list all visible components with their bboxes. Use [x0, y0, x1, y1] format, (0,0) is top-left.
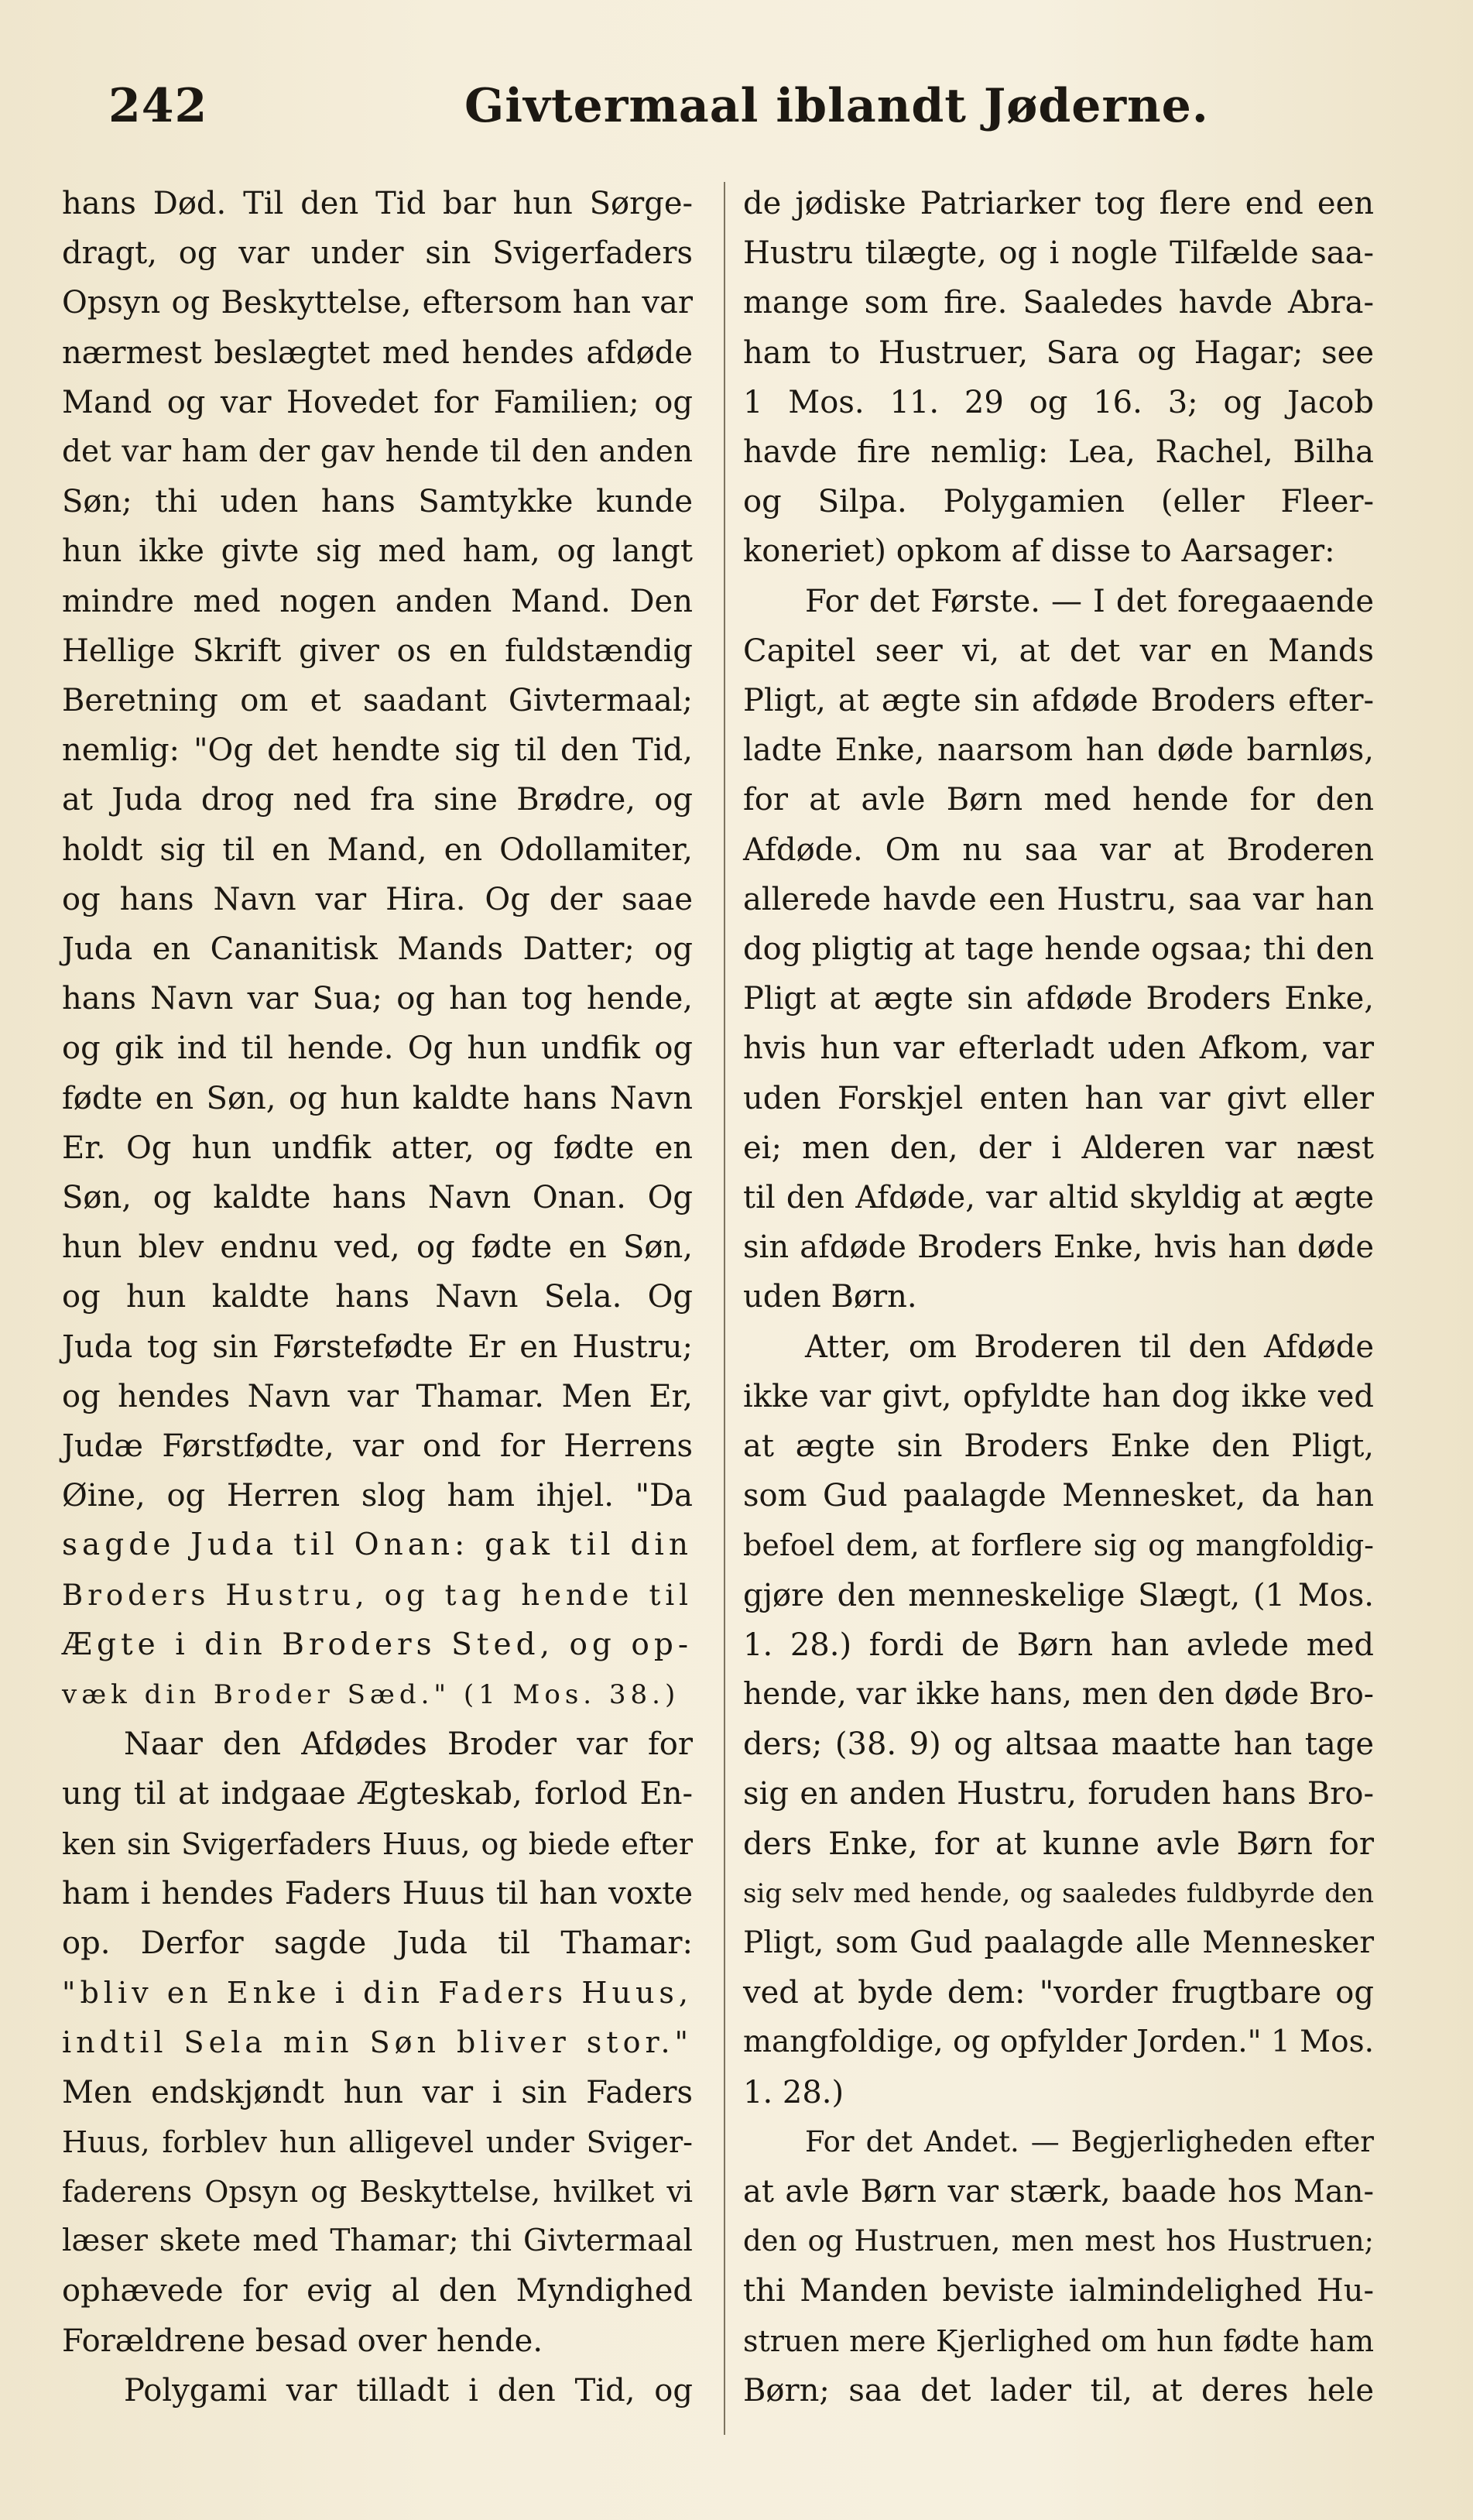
left-column-line: læser skete med Thamar; thi Givtermaal — [62, 2223, 693, 2259]
right-column-line: 1. 28.) fordi de Børn han avlede med — [743, 1627, 1374, 1663]
right-column-line: Afdøde. Om nu saa var at Broderen — [743, 831, 1374, 868]
right-column-line: de jødiske Patriarker tog flere end een — [743, 186, 1374, 221]
left-column-line: væk din Broder Sæd." (1 Mos. 38.) — [62, 1679, 680, 1710]
left-column-line: dragt, og var under sin Svigerfaders — [62, 235, 693, 272]
right-column-line: ders Enke, for at kunne avle Børn for — [743, 1826, 1374, 1862]
left-column-line: ophævede for evig al den Myndighed — [62, 2273, 693, 2309]
right-column — [743, 180, 1374, 2487]
right-column-line: allerede havde een Hustru, saa var han — [743, 881, 1374, 917]
right-column-line: ved at byde dem: "vorder frugtbare og — [743, 1975, 1374, 2011]
left-column-line: Opsyn og Beskyttelse, eftersom han var — [62, 285, 693, 321]
left-column-line: og hun kaldte hans Navn Sela. Og — [62, 1279, 693, 1315]
left-column-line: mindre med nogen anden Mand. Den — [62, 583, 693, 619]
right-column-line: Hustru tilægte, og i nogle Tilfælde saa- — [743, 235, 1374, 272]
left-column-line: holdt sig til en Mand, en Odollamiter, — [62, 831, 693, 868]
right-column-line: sig selv med hende, og saaledes fuldbyrde den — [743, 1877, 1374, 1909]
right-column-line: uden Forskjel enten han var givt eller — [743, 1080, 1374, 1116]
left-column-line: nemlig: "Og det hendte sig til den Tid, — [62, 732, 693, 769]
right-column-line: hende, var ikke hans, men den døde Bro- — [743, 1677, 1374, 1712]
left-column-line: Beretning om et saadant Givtermaal; — [62, 683, 693, 718]
right-column-line: Pligt at ægte sin afdøde Broders Enke, — [743, 981, 1374, 1017]
left-column-line: indtil Sela min Søn bliver stor." — [62, 2025, 693, 2060]
left-column-line: hans Død. Til den Tid bar hun Sørge- — [62, 186, 693, 221]
left-column-line: Naar den Afdødes Broder var for — [124, 1726, 693, 1763]
right-column-line: havde fire nemlig: Lea, Rachel, Bilha — [743, 434, 1374, 470]
left-column-line: Broders Hustru, og tag hende til — [62, 1578, 693, 1612]
left-column-line: nærmest beslægtet med hendes afdøde — [62, 334, 693, 371]
right-column-line: sig en anden Hustru, foruden hans Bro- — [743, 1776, 1374, 1812]
right-column-line: ladte Enke, naarsom han døde barnløs, — [743, 732, 1374, 769]
right-column-line: ders; (38. 9) og altsaa maatte han tage — [743, 1726, 1374, 1763]
right-column-line: struen mere Kjerlighed om hun fødte ham — [743, 2323, 1374, 2358]
page-header — [108, 71, 1424, 141]
right-column-line: sin afdøde Broders Enke, hvis han døde — [743, 1229, 1374, 1266]
left-column-line: det var ham der gav hende til den anden — [62, 434, 693, 469]
right-column-line: Capitel seer vi, at det var en Mands — [743, 633, 1374, 669]
right-column-line: mangfoldige, og opfylder Jorden." 1 Mos. — [743, 2025, 1374, 2060]
left-column-line: og hans Navn var Hira. Og der saae — [62, 881, 693, 917]
left-column-line: hans Navn var Sua; og han tog hende, — [62, 981, 693, 1017]
right-column-line: dog pligtig at tage hende ogsaa; thi den — [743, 931, 1374, 967]
left-column-line: Er. Og hun undfik atter, og fødte en — [62, 1130, 693, 1166]
left-column-line: Søn, og kaldte hans Navn Onan. Og — [62, 1180, 693, 1215]
left-column-line: Polygami var tilladt i den Tid, og — [124, 2372, 693, 2409]
left-column — [62, 180, 693, 2487]
right-column-line: hvis hun var efterladt uden Afkom, var — [743, 1030, 1374, 1067]
right-column-line: 1. 28.) — [743, 2074, 844, 2110]
right-column-line: Børn; saa det lader til, at deres hele — [743, 2372, 1374, 2409]
right-column-line: gjøre den menneskelige Slægt, (1 Mos. — [743, 1577, 1374, 1613]
left-column-line: Ægte i din Broders Sted, og op- — [62, 1627, 693, 1662]
page-number: 242 — [108, 79, 208, 133]
right-column-line: befoel dem, at forflere sig og mangfoldig- — [743, 1528, 1374, 1563]
left-column-line: sagde Juda til Onan: gak til din — [62, 1527, 693, 1563]
right-column-line: for at avle Børn med hende for den — [743, 782, 1374, 818]
right-column-line: ham to Hustruer, Sara og Hagar; see — [743, 334, 1374, 371]
right-column-line: Atter, om Broderen til den Afdøde — [805, 1329, 1374, 1365]
right-column-line: koneriet) opkom af disse to Aarsager: — [743, 533, 1335, 570]
right-column-line: For det Første. — I det foregaaende — [805, 583, 1374, 619]
left-column-line: ken sin Svigerfaders Huus, og biede efter — [62, 1826, 693, 1861]
right-column-line: at avle Børn var stærk, baade hos Man- — [743, 2174, 1374, 2210]
left-column-line: og gik ind til hende. Og hun undfik og — [62, 1030, 693, 1067]
left-column-line: Søn; thi uden hans Samtykke kunde — [62, 484, 693, 520]
left-column-line: Forældrene besad over hende. — [62, 2323, 543, 2359]
right-column-line: ikke var givt, opfyldte han dog ikke ved — [743, 1378, 1374, 1414]
left-column-line: Juda en Cananitisk Mands Datter; og — [62, 931, 693, 967]
column-divider — [724, 182, 725, 2435]
left-column-line: og hendes Navn var Thamar. Men Er, — [62, 1378, 693, 1414]
left-column-line: Judæ Førstfødte, var ond for Herrens — [62, 1428, 693, 1464]
left-column-line: Huus, forblev hun alligevel under Sviger- — [62, 2124, 693, 2159]
left-column-line: Øine, og Herren slog ham ihjel. "Da — [62, 1478, 693, 1514]
right-column-line: uden Børn. — [743, 1279, 917, 1315]
left-column-line: fødte en Søn, og hun kaldte hans Navn — [62, 1080, 693, 1116]
left-column-line: "bliv en Enke i din Faders Huus, — [62, 1976, 693, 2011]
right-column-line: til den Afdøde, var altid skyldig at ægte — [743, 1180, 1374, 1215]
right-column-line: Pligt, som Gud paalagde alle Mennesker — [743, 1925, 1374, 1960]
right-column-line: som Gud paalagde Mennesket, da han — [743, 1478, 1374, 1514]
right-column-line: 1 Mos. 11. 29 og 16. 3; og Jacob — [743, 384, 1374, 420]
left-column-line: Juda tog sin Førstefødte Er en Hustru; — [62, 1329, 693, 1365]
left-column-line: ung til at indgaae Ægteskab, forlod En- — [62, 1776, 693, 1812]
running-title: Givtermaal iblandt Jøderne. — [464, 79, 1209, 133]
left-column-line: ham i hendes Faders Huus til han voxte — [62, 1875, 693, 1911]
left-column-line: op. Derfor sagde Juda til Thamar: — [62, 1925, 693, 1961]
left-column-line: Mand og var Hovedet for Familien; og — [62, 384, 693, 420]
left-column-line: hun blev endnu ved, og fødte en Søn, — [62, 1229, 693, 1266]
left-column-line: Hellige Skrift giver os en fuldstændig — [62, 633, 693, 669]
right-column-line: ei; men den, der i Alderen var næst — [743, 1130, 1374, 1166]
left-column-line: Men endskjøndt hun var i sin Faders — [62, 2074, 693, 2110]
left-column-line: at Juda drog ned fra sine Brødre, og — [62, 782, 693, 818]
left-column-line: hun ikke givte sig med ham, og langt — [62, 533, 693, 570]
right-column-line: For det Andet. — Begjerligheden efter — [805, 2124, 1374, 2158]
right-column-line: den og Hustruen, men mest hos Hustruen; — [743, 2224, 1374, 2258]
right-column-line: og Silpa. Polygamien (eller Fleer- — [743, 484, 1374, 520]
right-column-line: thi Manden beviste ialmindelighed Hu- — [743, 2273, 1374, 2309]
left-column-line: faderens Opsyn og Beskyttelse, hvilket vi — [62, 2175, 693, 2209]
right-column-line: mange som fire. Saaledes havde Abra- — [743, 285, 1374, 321]
right-column-line: Pligt, at ægte sin afdøde Broders efter- — [743, 683, 1374, 718]
right-column-line: at ægte sin Broders Enke den Pligt, — [743, 1428, 1374, 1464]
